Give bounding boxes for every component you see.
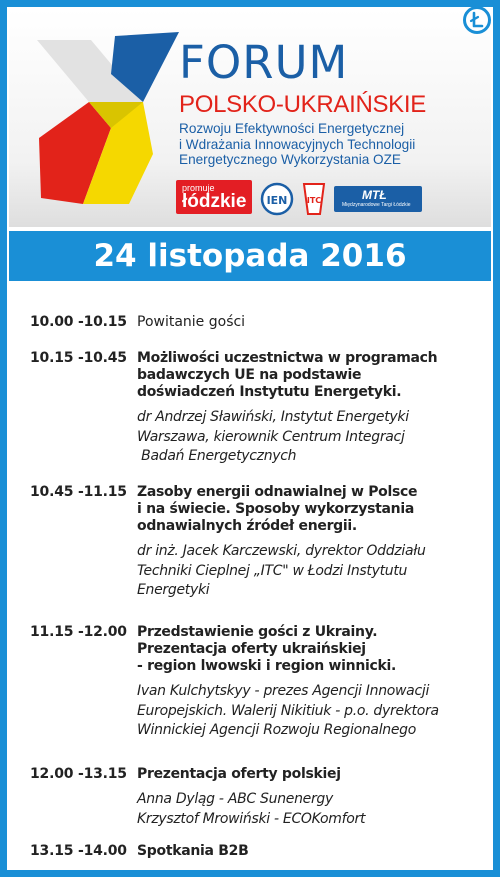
agenda-time: 10.45 -11.15 [30, 484, 127, 500]
itc-logo-icon [300, 180, 328, 218]
agenda-speaker-line: Ivan Kulchytskyy - prezes Agencji Innowacji [137, 683, 430, 699]
lodz-badge-icon [463, 6, 491, 34]
agenda-speaker-line: dr Andrzej Sławiński, Instytut Energetyki [137, 409, 409, 425]
agenda-title-line: Powitanie gości [137, 314, 246, 330]
description-line: Energetycznego Wykorzystania OZE [179, 152, 402, 167]
agenda-title-line: odnawialnych źródeł energii. [137, 518, 357, 534]
description-line: Rozwoju Efektywności Energetycznej [179, 121, 405, 136]
agenda-title-line: doświadczeń Instytutu Energetyki. [137, 384, 402, 400]
description-line: i Wdrażania Innowacyjnych Technologii [179, 136, 416, 152]
agenda-speaker [137, 790, 487, 829]
agenda-content [137, 766, 487, 829]
agenda-title-line: Przedstawienie gości z Ukrainy. [137, 624, 378, 640]
lodzkie-logo-tagline: promuje [182, 183, 215, 193]
agenda-speaker-line: Krzysztof Mrowiński - ECOKomfort [137, 810, 366, 827]
agenda-speaker-line: Techniki Cieplnej „ITC" w Łodzi Instytutu [137, 562, 408, 579]
itc-logo-text: ITC [306, 196, 322, 205]
agenda-speaker [137, 682, 487, 741]
forum-logo-icon [33, 28, 181, 208]
agenda-speaker [137, 408, 487, 467]
agenda-speaker-line: Warszawa, kierownik Centrum Integracj [137, 428, 405, 445]
agenda-speaker-line: Winnickiej Agencji Rozwoju Regionalnego [137, 722, 417, 738]
forum-title: FORUM [179, 36, 349, 89]
agenda-title-line: i na świecie. Sposoby wykorzystania [137, 501, 414, 517]
agenda-title-line: Spotkania B2B [137, 843, 249, 859]
agenda-speaker [137, 542, 487, 601]
agenda-content [137, 350, 487, 467]
agenda-speaker-line: dr inż. Jacek Karczewski, dyrektor Oddziału [137, 543, 426, 559]
ien-logo-text: IEN [266, 194, 288, 207]
agenda-time: 12.00 -13.15 [30, 766, 127, 782]
lodzkie-logo [176, 180, 252, 214]
mtl-logo-subtext: Międzynarodowe Targi Łódzkie [342, 202, 411, 208]
agenda-time: 10.00 -10.15 [30, 314, 127, 330]
agenda-content [137, 843, 487, 860]
agenda-title-line: badawczych UE na podstawie [137, 367, 362, 383]
agenda-time: 10.15 -10.45 [30, 350, 127, 366]
agenda-title-line: Możliwości uczestnictwa w programach [137, 350, 438, 366]
mtl-logo [334, 186, 422, 212]
forum-description [179, 121, 489, 168]
agenda-content [137, 314, 487, 331]
agenda-title-line: - region lwowski i region winnicki. [137, 658, 397, 674]
sponsor-logos [176, 178, 436, 222]
agenda-speaker-line: Europejskich. Walerij Nikitiuk - p.o. dyrektora [137, 702, 439, 719]
agenda-title-line: Zasoby energii odnawialnej w Polsce [137, 484, 418, 500]
agenda-title-line: Prezentacja oferty ukraińskiej [137, 641, 366, 657]
agenda-time: 13.15 -14.00 [30, 843, 127, 859]
agenda-speaker-line: Badań Energetycznych [137, 448, 297, 464]
agenda-time: 11.15 -12.00 [30, 624, 127, 640]
mtl-logo-text: MTŁ [362, 188, 387, 202]
agenda-speaker-line: Anna Dyląg - ABC Sunenergy [137, 791, 333, 807]
event-date: 24 listopada 2016 [93, 238, 407, 274]
ien-logo-icon [260, 182, 294, 216]
lodzkie-logo-text: łódzkie [182, 191, 247, 212]
agenda-content [137, 484, 487, 601]
agenda-speaker-line: Energetyki [137, 582, 210, 598]
agenda-content [137, 624, 487, 741]
agenda-title-line: Prezentacja oferty polskiej [137, 766, 341, 782]
forum-subtitle: POLSKO-UKRAIŃSKIE [179, 91, 426, 118]
